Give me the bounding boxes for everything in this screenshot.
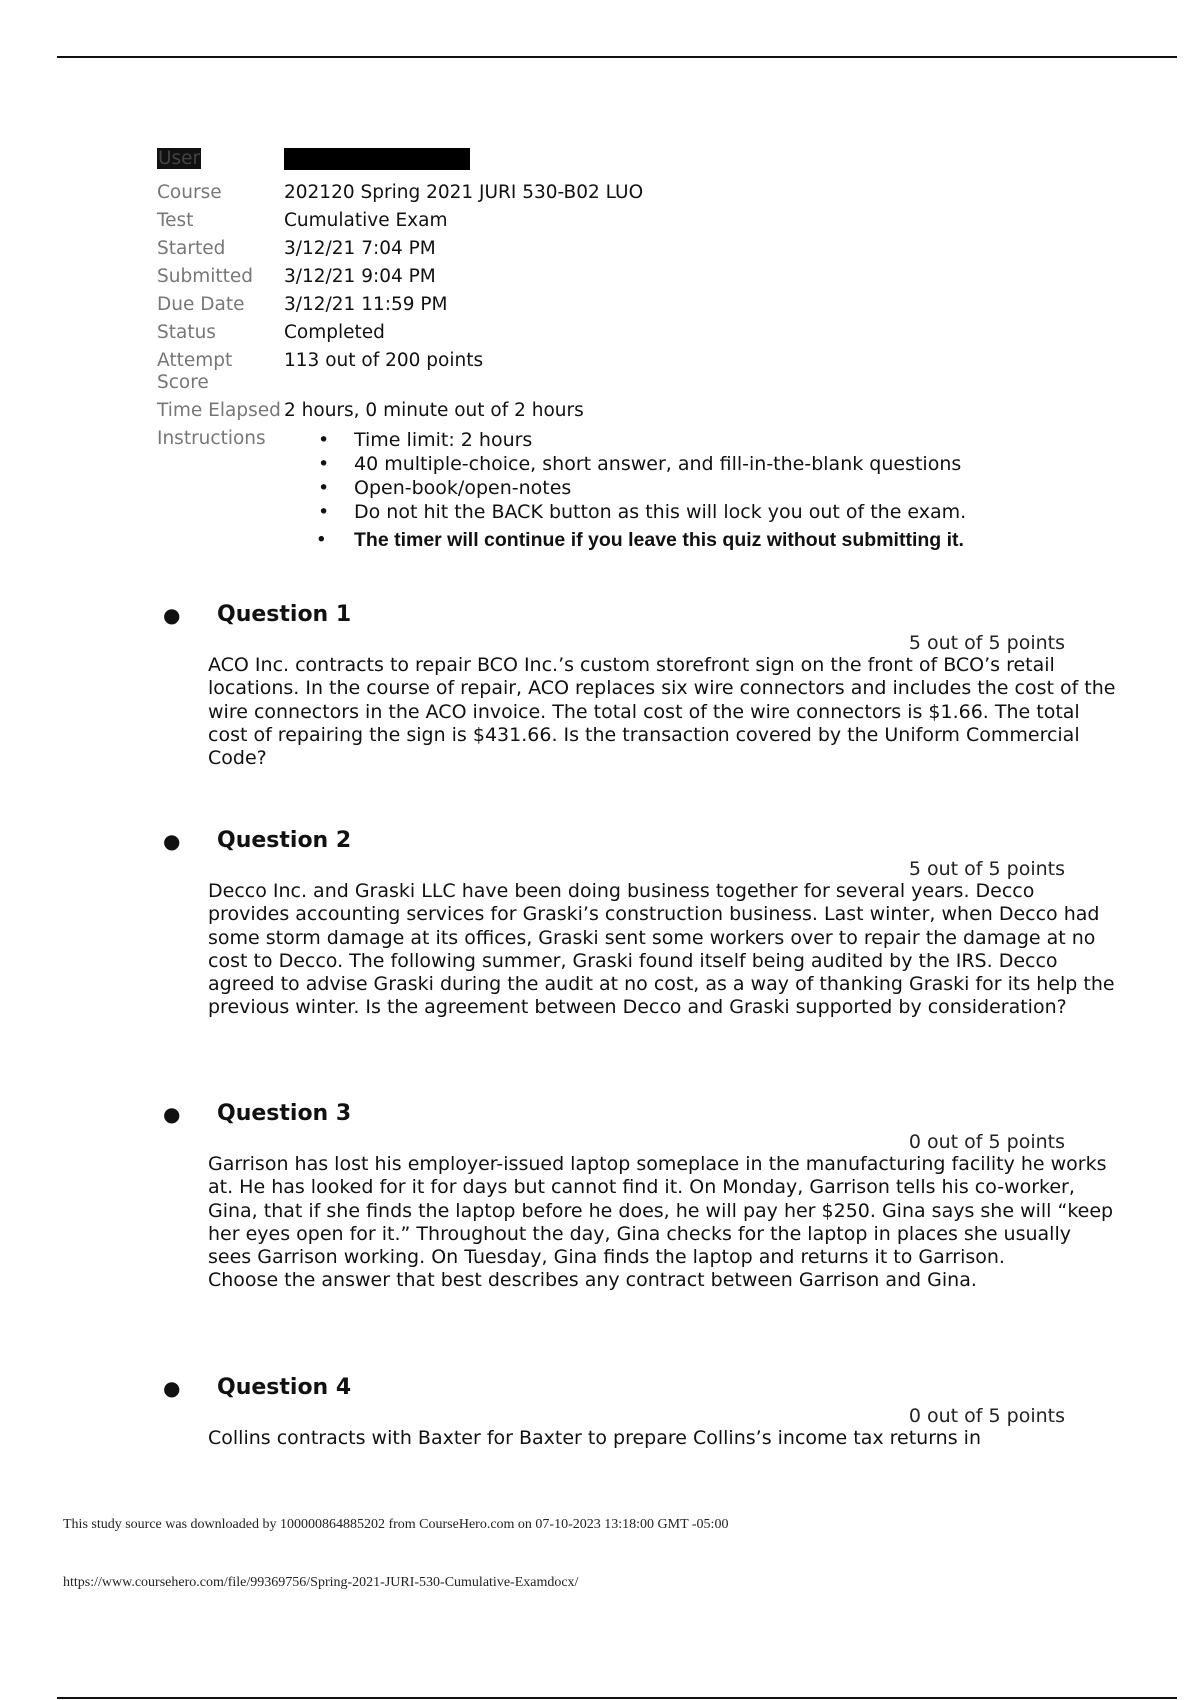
- user-row: [157, 148, 1054, 176]
- time-elapsed-label: Time Elapsed: [157, 400, 281, 421]
- bullet-icon: ●: [163, 603, 181, 627]
- question-4: [157, 1373, 1117, 1450]
- attempt-score-value: 113 out of 200 points: [284, 350, 484, 371]
- started-label: Started: [157, 238, 226, 259]
- test-row: [157, 210, 1054, 232]
- test-label: Test: [157, 210, 194, 231]
- status-label: Status: [157, 322, 216, 343]
- question-points: 0 out of 5 points: [908, 1131, 1065, 1153]
- instructions-row: [157, 428, 1054, 554]
- question-1: [157, 600, 1117, 770]
- question-title: Question 1: [217, 602, 352, 627]
- started-value: 3/12/21 7:04 PM: [284, 238, 436, 259]
- started-row: [157, 238, 1054, 260]
- question-title: Question 3: [217, 1101, 352, 1126]
- instruction-item-timer-warning: • The timer will continue if you leave this quiz without submitting it.: [354, 526, 1054, 554]
- download-notice: This study source was downloaded by 100000864885202 from CourseHero.com on 07-10-2023 13:18:00 GMT -05:00: [63, 1517, 729, 1532]
- instructions-list: [284, 428, 1054, 554]
- status-row: [157, 322, 1054, 344]
- instruction-item: • 40 multiple-choice, short answer, and fill-in-the-blank questions: [354, 452, 1054, 476]
- instructions-label: Instructions: [157, 428, 266, 449]
- attempt-info: [157, 148, 1054, 560]
- due-date-label: Due Date: [157, 294, 245, 315]
- test-value: Cumulative Exam: [284, 210, 448, 231]
- question-text: Decco Inc. and Graski LLC have been doing business together for several years. Decco provides accounting services for Graski’s construction business. Last winter, when Decco had some storm damage at its offices, Graski sent some workers over to repair the damage at no cost to Decco. The following summer, Graski found itself being audited by the IRS. Decco agreed to advise Graski during the audit at no cost, as a way of thanking Graski for its help the previous winter. Is the agreement between Decco and Graski supported by consideration?: [208, 880, 1115, 1019]
- bullet-icon: ●: [163, 1376, 181, 1400]
- submitted-value: 3/12/21 9:04 PM: [284, 266, 436, 287]
- attempt-score-label: Attempt Score: [157, 350, 233, 393]
- submitted-row: [157, 266, 1054, 288]
- question-3: [157, 1099, 1117, 1293]
- time-elapsed-value: 2 hours, 0 minute out of 2 hours: [284, 400, 584, 421]
- question-points: 5 out of 5 points: [908, 632, 1065, 654]
- question-text: Collins contracts with Baxter for Baxter to prepare Collins’s income tax returns in: [208, 1427, 981, 1449]
- question-points: 0 out of 5 points: [908, 1405, 1065, 1427]
- source-url[interactable]: https://www.coursehero.com/file/99369756/Spring-2021-JURI-530-Cumulative-Examdocx/: [63, 1575, 579, 1590]
- question-text: Garrison has lost his employer-issued laptop someplace in the manufacturing facility he works at. He has looked for it for days but cannot find it. On Monday, Garrison tells his co-worker, Gina, that if she finds the laptop before he does, he will pay her $250. Gina says she will “keep her eyes open for it.” Throughout the day, Gina checks for the laptop in places she usually sees Garrison working. On Tuesday, Gina finds the laptop and returns it to Garrison. Choose the answer that best describes any contract between Garrison and Gina.: [208, 1153, 1114, 1292]
- course-row: [157, 182, 1054, 204]
- question-text: ACO Inc. contracts to repair BCO Inc.’s custom storefront sign on the front of BCO’s retail locations. In the course of repair, ACO replaces six wire connectors and includes the cost of the wire connectors in the ACO invoice. The total cost of the wire connectors is $1.66. The total cost of repairing the sign is $431.66. Is the transaction covered by the Uniform Commercial Code?: [208, 654, 1116, 770]
- instruction-item: • Time limit: 2 hours: [354, 428, 1054, 452]
- bottom-rule: [57, 1697, 1177, 1699]
- course-label: Course: [157, 182, 222, 203]
- due-date-value: 3/12/21 11:59 PM: [284, 294, 448, 315]
- status-value: Completed: [284, 322, 385, 343]
- submitted-label: Submitted: [157, 266, 254, 287]
- question-2: [157, 826, 1117, 1020]
- time-elapsed-row: [157, 400, 1054, 422]
- question-title: Question 4: [217, 1375, 352, 1400]
- instruction-item: • Do not hit the BACK button as this will lock you out of the exam.: [354, 500, 1054, 524]
- question-title: Question 2: [217, 828, 352, 853]
- redacted-user-name: [284, 148, 470, 170]
- user-label: User: [158, 148, 201, 169]
- due-date-row: [157, 294, 1054, 316]
- user-label-cell: [157, 148, 284, 170]
- course-value: 202120 Spring 2021 JURI 530-B02 LUO: [284, 182, 644, 203]
- instruction-item: • Open-book/open-notes: [354, 476, 1054, 500]
- attempt-score-row: [157, 350, 1054, 394]
- bullet-icon: ●: [163, 829, 181, 853]
- question-points: 5 out of 5 points: [908, 858, 1065, 880]
- bullet-icon: ●: [163, 1102, 181, 1126]
- top-rule: [57, 56, 1177, 58]
